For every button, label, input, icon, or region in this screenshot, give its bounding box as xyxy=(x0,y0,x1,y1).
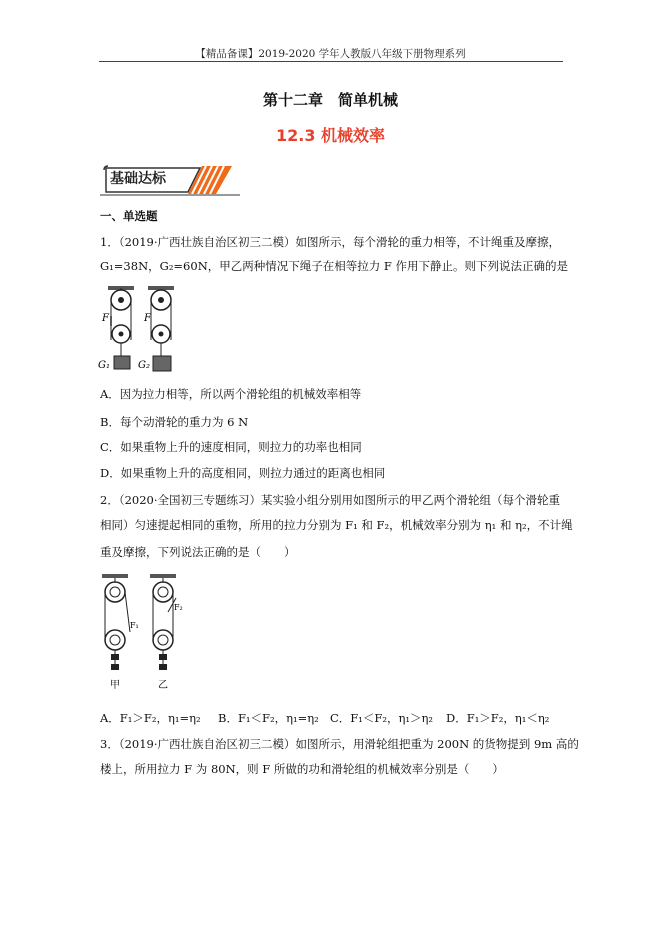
q1-label-f1: F xyxy=(102,313,109,324)
chapter-title: 第十二章 简单机械 xyxy=(262,91,398,109)
q1-line-1: 1．（2019·广西壮族自治区初三二模）如图所示，每个滑轮的重力相等，不计绳重及摩擦， xyxy=(100,235,560,249)
q1-option-a: A．因为拉力相等，所以两个滑轮组的机械效率相等 xyxy=(100,387,362,401)
q3-line-2: 楼上，所用拉力 F 为 80N，则 F 所做的功和滑轮组的机械效率分别是（ ） xyxy=(100,762,504,776)
q1-line-2: G₁=38N，G₂=60N，甲乙两种情况下绳子在相等拉力 F 作用下静止。则下列说法正确的是 xyxy=(100,259,569,273)
page-header: 【精品备课】2019-2020 学年人教版八年级下册物理系列 xyxy=(195,48,466,60)
q2-option-d: D．F₁＞F₂，η₁＜η₂ xyxy=(446,711,550,725)
q2-label-f2: F₂ xyxy=(174,603,183,612)
q2-line-3: 重及摩擦，下列说法正确的是（ ） xyxy=(100,545,296,559)
q3-line-1: 3．（2019·广西壮族自治区初三二模）如图所示，用滑轮组把重为 200N 的货物提到 9m 高的 xyxy=(100,737,579,751)
q1-option-b: B．每个动滑轮的重力为 6 N xyxy=(100,415,249,429)
q2-label-left: 甲 xyxy=(110,680,120,691)
banner-label: 基础达标 xyxy=(110,171,166,187)
q1-label-g1: G₁ xyxy=(98,360,110,371)
q2-label-f1: F₁ xyxy=(130,621,139,630)
part-heading: 一、单选题 xyxy=(100,209,158,223)
q1-option-c: C．如果重物上升的速度相同，则拉力的功率也相同 xyxy=(100,440,362,454)
q1-label-g2: G₂ xyxy=(138,360,150,371)
q2-option-a: A．F₁＞F₂，η₁=η₂ xyxy=(100,711,201,725)
q1-pulley-figure xyxy=(96,284,186,376)
q1-option-d: D．如果重物上升的高度相同，则拉力通过的距离也相同 xyxy=(100,466,386,480)
q2-option-b: B．F₁＜F₂，η₁=η₂ xyxy=(218,711,319,725)
q2-option-c: C．F₁＜F₂，η₁＞η₂ xyxy=(330,711,433,725)
q1-label-f2: F xyxy=(144,313,151,324)
section-title: 12.3 机械效率 xyxy=(275,126,386,145)
q2-line-2: 相同）匀速提起相同的重物，所用的拉力分别为 F₁ 和 F₂，机械效率分别为 η₁ 和 η₂，不计绳 xyxy=(100,518,573,532)
q2-pulley-figure xyxy=(96,572,196,692)
header-rule xyxy=(99,61,563,62)
q2-label-right: 乙 xyxy=(158,680,168,691)
q2-line-1: 2．（2020·全国初三专题练习）某实验小组分别用如图所示的甲乙两个滑轮组（每个滑轮重 xyxy=(100,493,560,507)
